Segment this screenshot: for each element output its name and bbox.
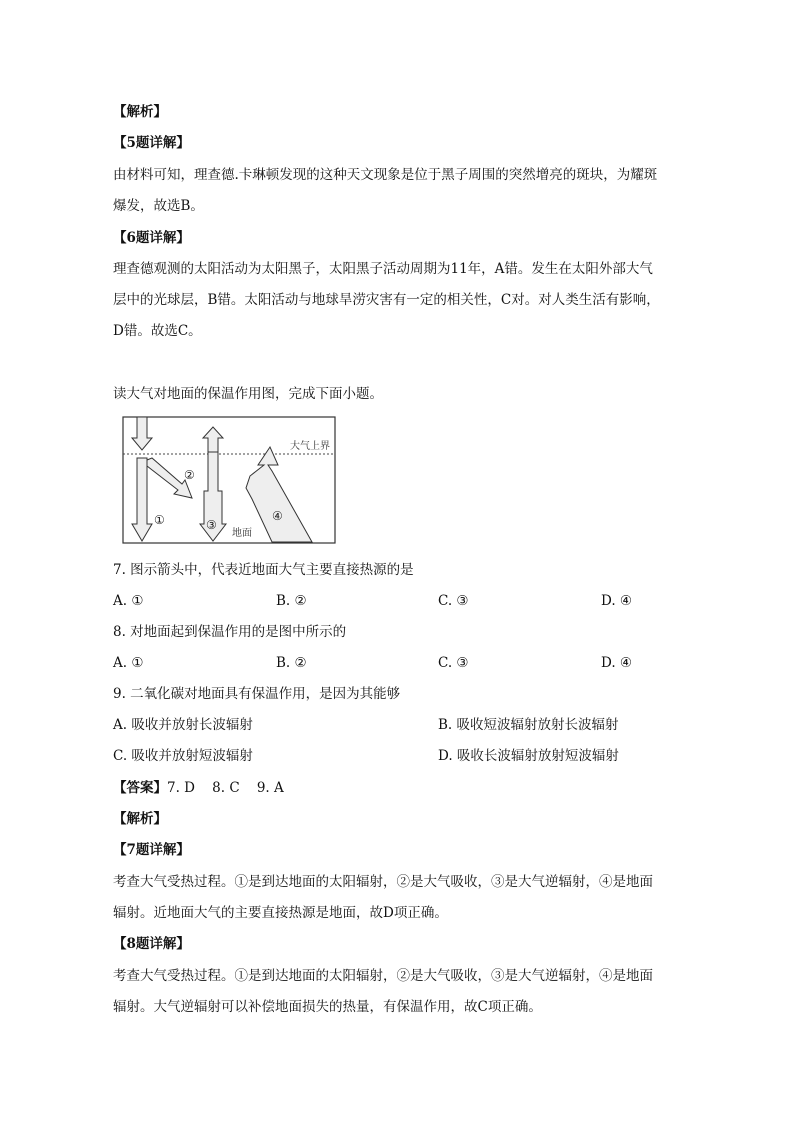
answer-label: 【答案】 xyxy=(113,780,167,796)
question-9-stem: 9. 二氧化碳对地面具有保温作用，是因为其能够 xyxy=(113,686,401,702)
question-7-stem: 7. 图示箭头中，代表近地面大气主要直接热源的是 xyxy=(113,562,414,578)
q7-option-a: A. ① xyxy=(113,593,144,609)
q8-heading: 【8题详解】 xyxy=(113,936,190,952)
q8-text-line: 考查大气受热过程。①是到达地面的太阳辐射，②是大气吸收，③是大气逆辐射，④是地面 xyxy=(113,968,653,984)
q6-heading: 【6题详解】 xyxy=(113,230,190,246)
q7-option-d: D. ④ xyxy=(601,593,633,609)
q7-heading: 【7题详解】 xyxy=(113,842,190,858)
q8-option-c: C. ③ xyxy=(438,655,469,671)
q8-option-d: D. ④ xyxy=(601,655,633,671)
marker-4: ④ xyxy=(272,509,283,523)
marker-3: ③ xyxy=(206,518,217,532)
q7-text-line: 辐射。近地面大气的主要直接热源是地面，故D项正确。 xyxy=(113,905,448,921)
q6-text-line: 层中的光球层，B错。太阳活动与地球旱涝灾害有一定的相关性，C对。对人类生活有影响， xyxy=(113,292,660,308)
q6-text-line: 理查德观测的太阳活动为太阳黑子，太阳黑子活动周期为11年，A错。发生在太阳外部大气 xyxy=(113,261,653,277)
q9-option-c: C. 吸收并放射短波辐射 xyxy=(113,748,253,764)
label-ground: 地面 xyxy=(232,528,252,539)
marker-2: ② xyxy=(184,468,195,482)
q7-option-b: B. ② xyxy=(276,593,307,609)
q9-option-b: B. 吸收短波辐射放射长波辐射 xyxy=(438,717,619,733)
atmosphere-insulation-diagram xyxy=(122,416,336,544)
answer-line xyxy=(113,778,693,798)
marker-1: ① xyxy=(154,513,165,527)
analysis-heading: 【解析】 xyxy=(113,104,167,120)
analysis-heading-2: 【解析】 xyxy=(113,811,167,827)
q8-option-b: B. ② xyxy=(276,655,307,671)
q5-heading: 【5题详解】 xyxy=(113,135,190,151)
q9-option-d: D. 吸收长波辐射放射短波辐射 xyxy=(438,748,619,764)
q5-text-line: 由材料可知，理查德.卡琳顿发现的这种天文现象是位于黑子周围的突然增亮的斑块，为耀斑 xyxy=(113,167,658,183)
q6-text-line: D错。故选C。 xyxy=(113,323,202,339)
label-atmosphere-top: 大气上界 xyxy=(290,441,330,452)
q8-option-a: A. ① xyxy=(113,655,144,671)
q9-option-a: A. 吸收并放射长波辐射 xyxy=(113,717,253,733)
question-8-stem: 8. 对地面起到保温作用的是图中所示的 xyxy=(113,624,347,640)
q7-text-line: 考查大气受热过程。①是到达地面的太阳辐射，②是大气吸收，③是大气逆辐射，④是地面 xyxy=(113,874,653,890)
intro-text: 读大气对地面的保温作用图，完成下面小题。 xyxy=(113,386,383,402)
q5-text-line: 爆发，故选B。 xyxy=(113,198,204,214)
answer-text: 7. D 8. C 9. A xyxy=(167,780,284,796)
q7-option-c: C. ③ xyxy=(438,593,469,609)
q8-text-line: 辐射。大气逆辐射可以补偿地面损失的热量，有保温作用，故C项正确。 xyxy=(113,999,542,1015)
